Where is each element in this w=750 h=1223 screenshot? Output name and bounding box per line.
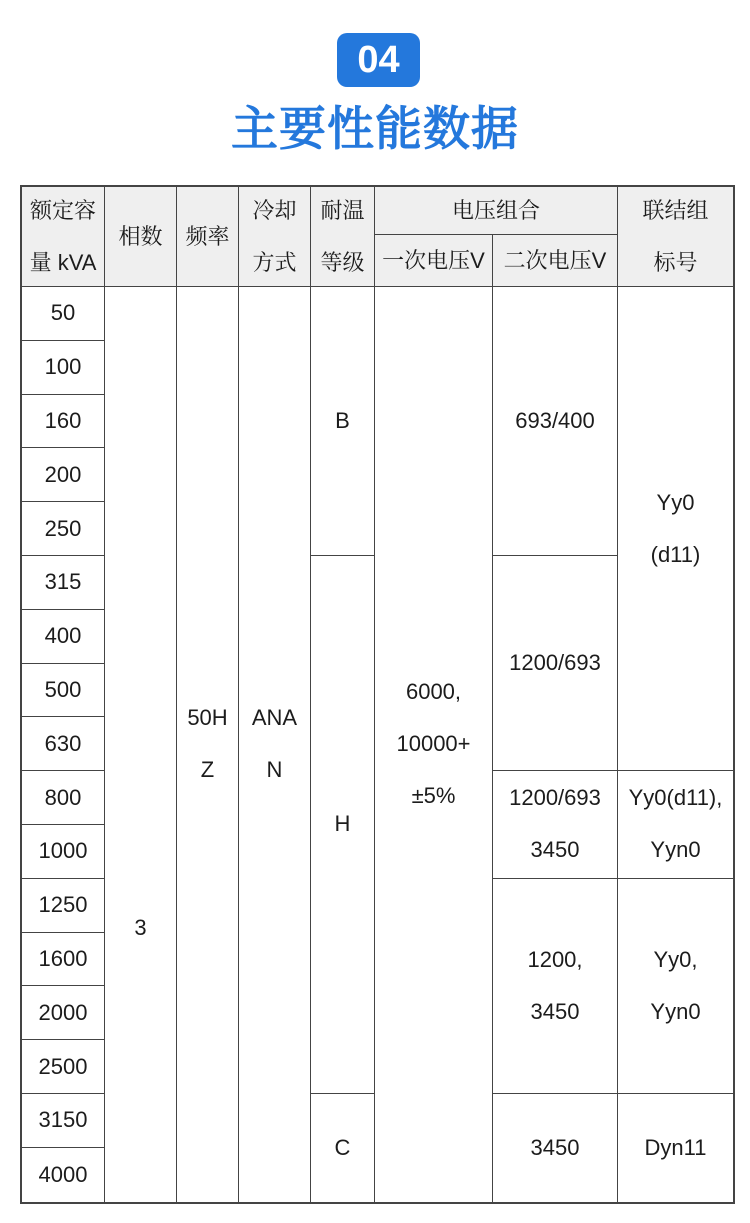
performance-spec-table <box>20 185 735 1204</box>
header-phases: 相数 <box>105 187 177 287</box>
capacity-cell: 50 <box>22 287 105 341</box>
cell-line: 3450 <box>530 837 580 863</box>
secondary-voltage-cell: 693/400 <box>493 287 618 556</box>
phases-value-cell <box>105 287 177 1202</box>
header-line: 等级 <box>320 249 365 275</box>
capacity-cell: 160 <box>22 395 105 449</box>
frequency-value-cell <box>177 287 239 1202</box>
capacity-cell: 800 <box>22 771 105 825</box>
header-line: 标号 <box>653 249 698 275</box>
capacity-cell: 400 <box>22 610 105 664</box>
cell-line: Yy0(d11), <box>628 785 723 811</box>
secondary-voltage-cell: 3450 <box>493 1094 618 1202</box>
capacity-cell: 1250 <box>22 879 105 933</box>
cell-line: Yy0, <box>653 946 698 972</box>
cell-line: Yyn0 <box>650 998 701 1024</box>
header-temp-class <box>311 187 375 287</box>
header-capacity <box>22 187 105 287</box>
connection-group-cell <box>618 287 733 771</box>
capacity-cell: 500 <box>22 664 105 718</box>
capacity-cell: 630 <box>22 717 105 771</box>
primary-voltage-cell <box>375 287 493 1202</box>
page-title: 主要性能数据 <box>231 102 519 157</box>
capacity-cell: 1000 <box>22 825 105 879</box>
header-line: 耐温 <box>320 197 365 223</box>
section-number-badge <box>337 33 420 87</box>
header-connection-group <box>618 187 733 287</box>
capacity-cell: 315 <box>22 556 105 610</box>
cell-line: ±5% <box>411 783 456 809</box>
connection-group-cell <box>618 879 733 1094</box>
header-primary-voltage: 一次电压V <box>375 235 493 287</box>
temp-class-h-cell: H <box>311 556 375 1094</box>
cell-line: 10000+ <box>396 731 471 757</box>
temp-class-c-cell: C <box>311 1094 375 1202</box>
secondary-voltage-cell: 1200/693 <box>493 556 618 771</box>
temp-class-b-cell: B <box>311 287 375 556</box>
capacity-cell: 2500 <box>22 1040 105 1094</box>
cell-line: 1200/693 <box>509 785 601 811</box>
capacity-cell: 250 <box>22 502 105 556</box>
secondary-voltage-cell <box>493 771 618 879</box>
cooling-value-cell <box>239 287 311 1202</box>
connection-group-cell: Dyn11 <box>644 1134 707 1160</box>
header-secondary-voltage: 二次电压V <box>493 235 618 287</box>
cell-line: 6000, <box>405 679 462 705</box>
cell-line: 1200, <box>527 946 583 972</box>
header-line: 联结组 <box>642 197 709 223</box>
header-line: 额定容 <box>29 197 96 223</box>
cell-line: Yyn0 <box>650 837 701 863</box>
secondary-voltage-cell <box>493 879 618 1094</box>
capacity-cell: 1600 <box>22 933 105 987</box>
cell-line: N <box>266 757 283 783</box>
capacity-cell: 3150 <box>22 1094 105 1148</box>
section-number: 04 <box>357 38 400 81</box>
capacity-cell: 4000 <box>22 1148 105 1202</box>
cell-line: 3 <box>134 915 147 940</box>
header-line: 方式 <box>252 249 297 275</box>
header-line: 冷却 <box>252 197 297 223</box>
cell-line: 3450 <box>530 998 580 1024</box>
capacity-cell: 100 <box>22 341 105 395</box>
capacity-cell: 2000 <box>22 986 105 1040</box>
connection-group-cell <box>618 771 733 879</box>
header-line: 量 kVA <box>29 249 97 275</box>
header-cooling <box>239 187 311 287</box>
cell-line: Z <box>200 757 215 783</box>
header-voltage-combo: 电压组合 <box>375 187 618 235</box>
cell-line: ANA <box>251 705 298 731</box>
cell-line: (d11) <box>650 541 701 567</box>
cell-line: 50H <box>187 705 228 731</box>
capacity-cell: 200 <box>22 448 105 502</box>
cell-line: Yy0 <box>656 489 695 515</box>
header-frequency: 频率 <box>177 187 239 287</box>
